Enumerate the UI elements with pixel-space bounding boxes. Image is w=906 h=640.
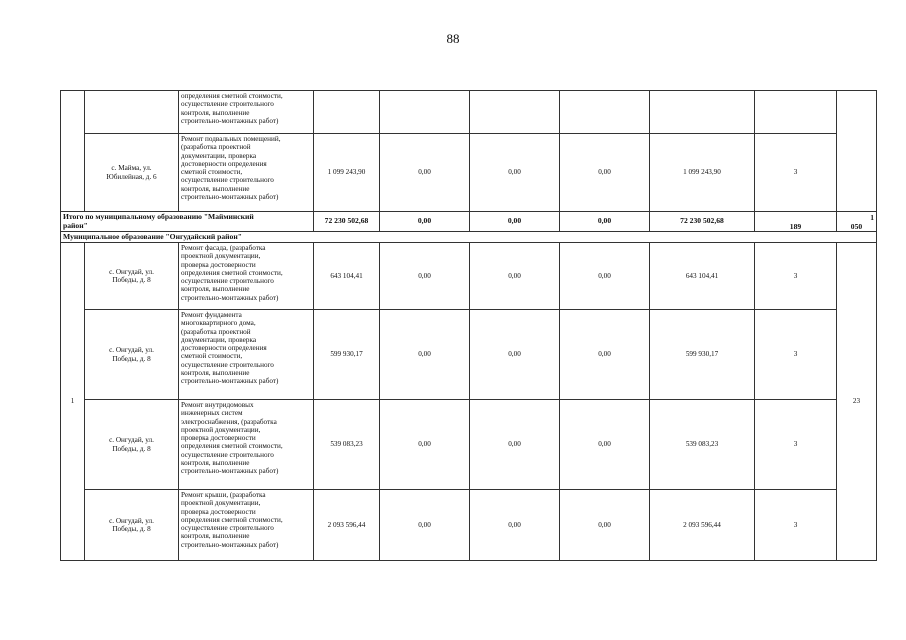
table-row xyxy=(61,91,877,134)
table-row xyxy=(61,310,877,400)
merged-count-cell xyxy=(837,212,877,232)
merged-count-top: 1 xyxy=(870,212,874,222)
address-cell: с. Онгудай, ул. Победы, д. 8 xyxy=(85,490,179,561)
cost-cell xyxy=(470,91,560,134)
work-description-cell: Ремонт крыши, (разработка проектной документации, проверка достоверности определения сметной стоимости, осуществление строительного контроля, выполнение строительно-монтажных работ) xyxy=(179,490,314,561)
work-description-cell: Ремонт внутридомовых инженерных систем электроснабжения, (разработка проектной документации, проверка достоверности определения сметной стоимости, осуществление строительного контроля, выполнение строительно-монтажных работ) xyxy=(179,400,314,490)
cost-cell: 0,00 xyxy=(380,400,470,490)
cost-cell: 0,00 xyxy=(470,310,560,400)
total-cost-cell: 643 104,41 xyxy=(314,243,380,310)
cost-cell: 0,00 xyxy=(470,490,560,561)
count-cell: 3 xyxy=(755,134,837,212)
cost-cell: 0,00 xyxy=(560,310,650,400)
cost-cell: 0,00 xyxy=(560,490,650,561)
index-cell xyxy=(61,91,85,212)
count-cell: 3 xyxy=(755,400,837,490)
merged-count-cell xyxy=(837,91,877,212)
address-cell: с. Онгудай, ул. Победы, д. 8 xyxy=(85,310,179,400)
index-cell: 1 xyxy=(61,243,85,561)
address-cell: с. Онгудай, ул. Победы, д. 8 xyxy=(85,243,179,310)
table-row xyxy=(61,490,877,561)
total-row xyxy=(61,212,877,232)
count-cell xyxy=(755,91,837,134)
register-table-wrapper xyxy=(60,90,877,561)
cost-cell xyxy=(560,91,650,134)
total-cost-cell: 72 230 502,68 xyxy=(314,212,380,232)
cost-cell: 643 104,41 xyxy=(650,243,755,310)
cost-cell xyxy=(650,91,755,134)
cost-cell: 72 230 502,68 xyxy=(650,212,755,232)
merged-count-cell: 23 xyxy=(837,243,877,561)
cost-cell: 1 099 243,90 xyxy=(650,134,755,212)
section-header: Муниципальное образование "Онгудайский район" xyxy=(61,232,877,243)
total-cost-cell xyxy=(314,91,380,134)
cost-cell: 539 083,23 xyxy=(650,400,755,490)
address-cell xyxy=(85,91,179,134)
cost-cell: 0,00 xyxy=(470,212,560,232)
count-cell: 3 xyxy=(755,490,837,561)
address-cell: с. Майма, ул. Юбилейная, д. 6 xyxy=(85,134,179,212)
total-cost-cell: 2 093 596,44 xyxy=(314,490,380,561)
cost-cell: 0,00 xyxy=(380,212,470,232)
work-description-cell: Ремонт подвальных помещений, (разработка проектной документации, проверка достоверности определения сметной стоимости, осуществление строительного контроля, выполнение строительно-монтажных работ) xyxy=(179,134,314,212)
count-cell: 189 xyxy=(755,212,837,232)
merged-count-bottom: 050 xyxy=(850,221,863,231)
count-cell: 3 xyxy=(755,243,837,310)
total-cost-cell: 1 099 243,90 xyxy=(314,134,380,212)
cost-cell: 0,00 xyxy=(470,243,560,310)
register-table xyxy=(60,90,877,561)
address-cell: с. Онгудай, ул. Победы, д. 8 xyxy=(85,400,179,490)
cost-cell: 0,00 xyxy=(380,243,470,310)
cost-cell: 0,00 xyxy=(380,490,470,561)
work-description-cell: Ремонт фасада, (разработка проектной документации, проверка достоверности определения сметной стоимости, осуществление строительного контроля, выполнение строительно-монтажных работ) xyxy=(179,243,314,310)
cost-cell: 0,00 xyxy=(470,400,560,490)
total-cost-cell: 539 083,23 xyxy=(314,400,380,490)
work-description-cell: Ремонт фундамента многоквартирного дома, (разработка проектной документации, проверка достоверности определения сметной стоимости, осуществление строительного контроля, выполнение строительно-монтажных работ) xyxy=(179,310,314,400)
cost-cell: 0,00 xyxy=(560,400,650,490)
cost-cell: 2 093 596,44 xyxy=(650,490,755,561)
cost-cell: 0,00 xyxy=(560,134,650,212)
total-label: Итого по муниципальному образованию "Майминский район" xyxy=(61,212,314,232)
table-row xyxy=(61,243,877,310)
total-cost-cell: 599 930,17 xyxy=(314,310,380,400)
cost-cell: 0,00 xyxy=(380,134,470,212)
table-row xyxy=(61,134,877,212)
cost-cell: 0,00 xyxy=(470,134,560,212)
table-row xyxy=(61,400,877,490)
cost-cell: 0,00 xyxy=(560,212,650,232)
page-number: 88 xyxy=(446,31,460,46)
cost-cell: 0,00 xyxy=(560,243,650,310)
count-cell: 3 xyxy=(755,310,837,400)
section-header-row xyxy=(61,232,877,243)
cost-cell xyxy=(380,91,470,134)
work-description-cell: определения сметной стоимости, осуществление строительного контроля, выполнение строительно-монтажных работ) xyxy=(179,91,314,134)
cost-cell: 0,00 xyxy=(380,310,470,400)
cost-cell: 599 930,17 xyxy=(650,310,755,400)
